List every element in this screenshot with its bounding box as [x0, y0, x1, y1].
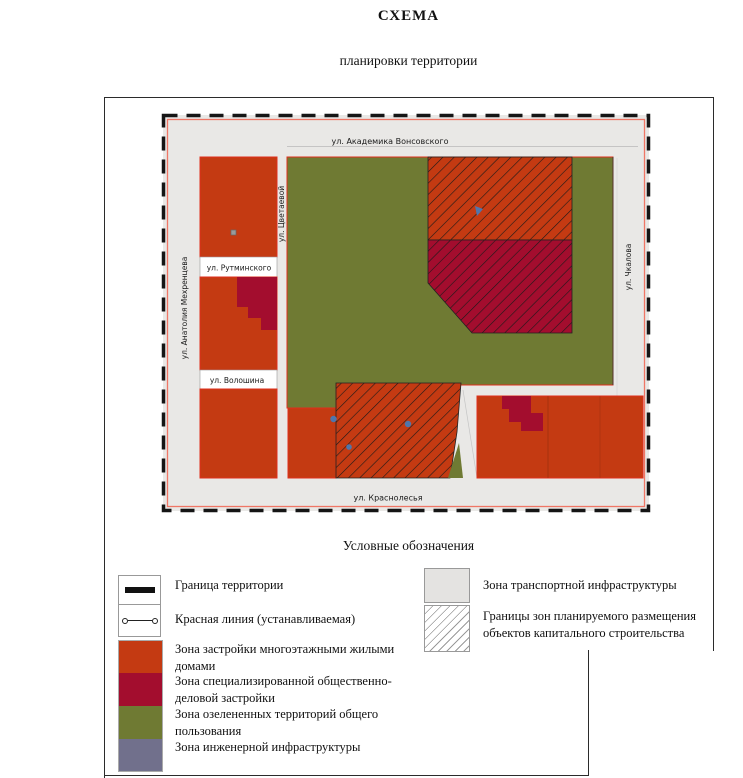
frame-border-bottom	[104, 775, 589, 776]
street-label-rutminskogo: ул. Рутминского	[206, 263, 272, 273]
street-label-chkalova: ул. Чкалова	[624, 243, 633, 291]
zone-residential-s	[288, 408, 336, 478]
swatch-residential	[119, 641, 162, 673]
red-line-icon	[122, 618, 158, 624]
planning-map	[159, 111, 653, 515]
legend-heading: Условные обозначения	[342, 538, 475, 553]
frame-border-left	[104, 97, 105, 778]
doc-subtitle: планировки территории	[339, 53, 478, 68]
marker-engineering-1	[330, 416, 336, 422]
zone-residential-nw	[200, 157, 277, 257]
boundary-dash-icon	[125, 587, 155, 593]
legend-label-engineering: Зона инженерной инфраструктуры	[175, 740, 361, 754]
legend-label-transport: Зона транспортной инфраструктуры	[483, 578, 677, 592]
legend-symbol-territory-boundary	[118, 575, 161, 605]
zone-residential-sw	[200, 389, 277, 478]
street-label-vonsovskogo: ул. Академика Вонсовского	[331, 137, 449, 146]
zone-residential-se	[477, 396, 643, 478]
frame-border-top	[104, 97, 714, 98]
swatch-planned-placement-hatch	[424, 605, 470, 652]
street-label-mekhrentseva: ул. Анатолия Мехренцева	[180, 256, 189, 360]
street-label-krasnolesya: ул. Краснолесья	[353, 493, 423, 503]
marker-gray-object	[231, 230, 236, 235]
legend-label-greenery: Зона озелененных территорий общего пользования	[175, 707, 379, 738]
legend-label-residential: Зона застройки многоэтажными жилыми домами	[175, 642, 395, 673]
street-label-tsvetaevoy: ул. Цветаевой	[277, 185, 286, 243]
zone-planned-residential-north	[428, 157, 572, 240]
legend-symbol-red-line	[118, 604, 161, 637]
legend-label-planned-placement: Границы зон планируемого размещения объектов капитального строительства	[483, 609, 697, 640]
legend-label-territory-boundary: Граница территории	[175, 578, 284, 592]
legend-label-business: Зона специализированной общественно-деловой застройки	[175, 674, 392, 705]
zone-planned-residential-south	[336, 383, 461, 478]
marker-engineering-3	[405, 421, 411, 427]
swatch-greenery	[119, 706, 162, 739]
frame-border-right	[713, 97, 714, 651]
street-label-voloshina: ул. Волошина	[209, 376, 265, 385]
doc-title: СХЕМА	[377, 8, 440, 24]
swatch-business	[119, 673, 162, 706]
legend-swatch-column	[118, 640, 163, 772]
marker-engineering-2	[346, 444, 352, 450]
swatch-transport	[424, 568, 470, 603]
legend-label-red-line: Красная линия (устанавливаемая)	[175, 612, 356, 626]
swatch-engineering	[119, 739, 162, 771]
frame-border-stub	[588, 650, 589, 776]
